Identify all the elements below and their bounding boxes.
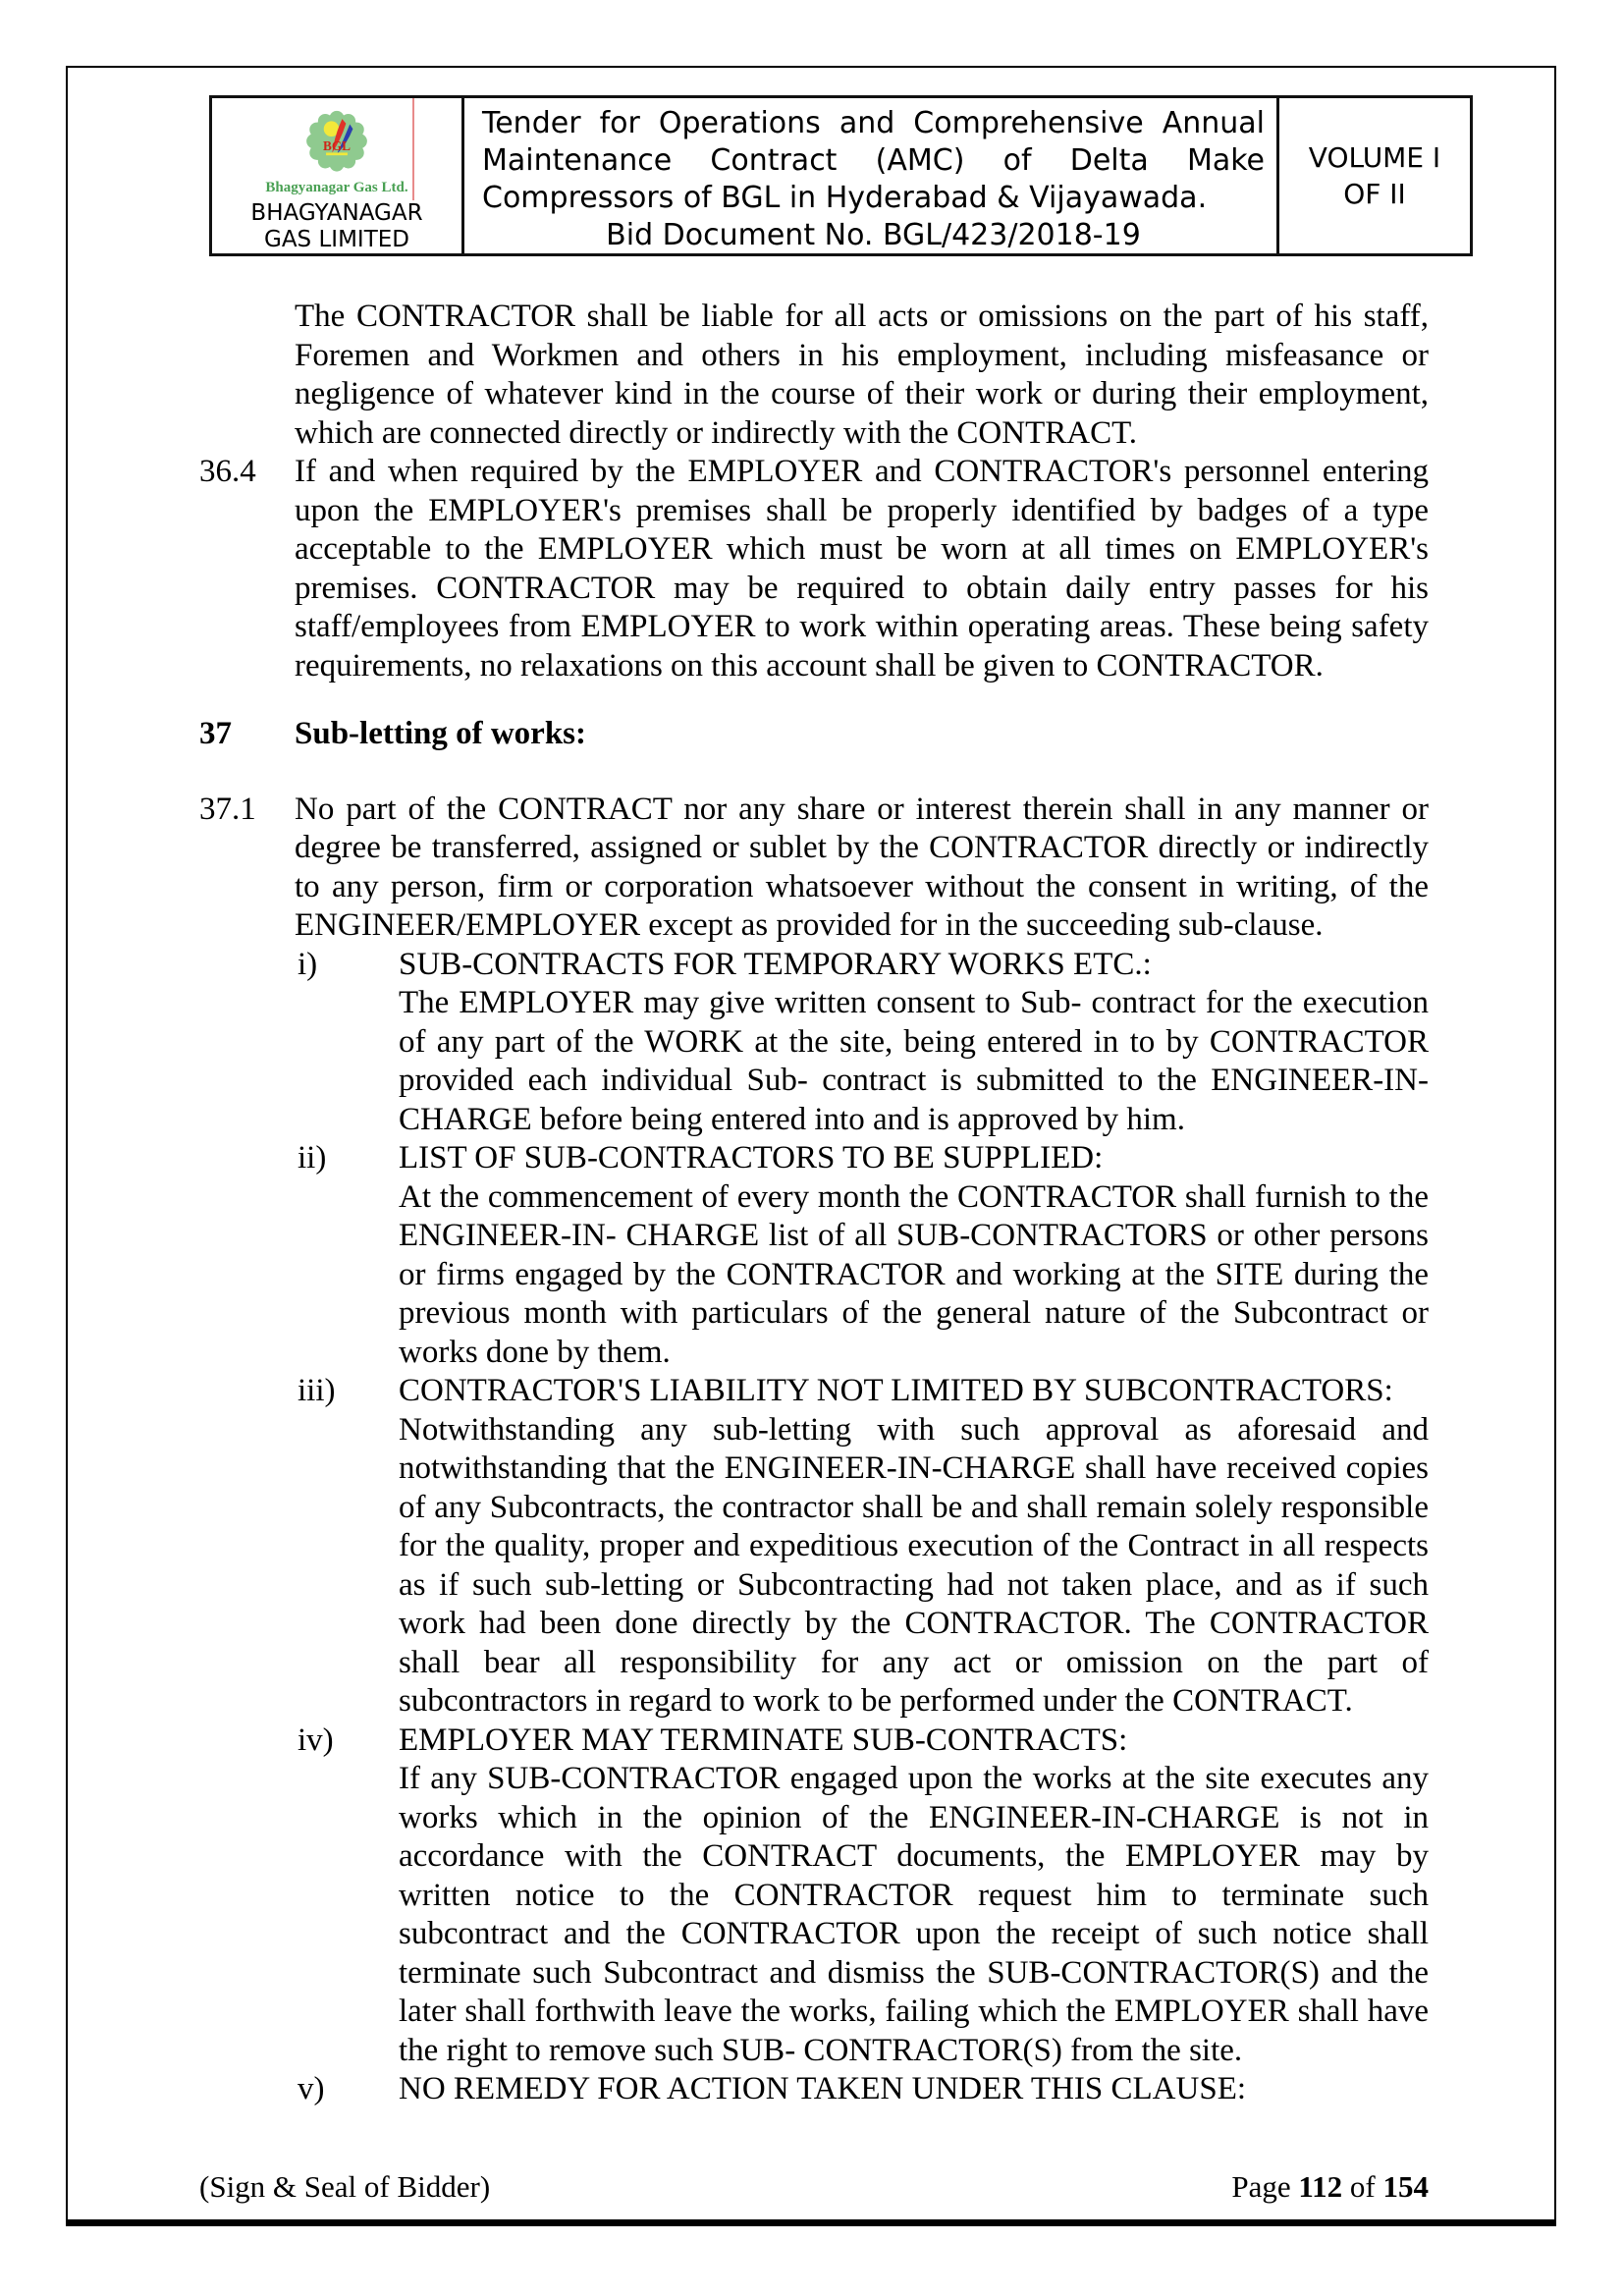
header-table [209, 95, 1473, 256]
current-page: 112 [1298, 2169, 1343, 2204]
subitem-marker: iii) [298, 1373, 336, 1408]
clause-text: No part of the CONTRACT nor any share or interest therein shall in any manner or degree be transferred, assigned or sublet by the CONTRACTOR directly or indirectly to any person, firm or corporation whatsoever without the consent in writing, of the ENGINEER/EMPLOYER except as provided for in the succeeding sub-clause. [295, 791, 1429, 943]
subitem-ii [298, 1139, 1429, 1372]
page-word: Page [1231, 2169, 1291, 2204]
clause-37-1 [199, 791, 1429, 946]
total-pages: 154 [1382, 2169, 1429, 2204]
clause-number: 36.4 [199, 454, 256, 489]
subitem-text: If any SUB-CONTRACTOR engaged upon the works at the site executes any works which in the opinion of the ENGINEER-IN-CHARGE is not in accordance with the CONTRACT documents, the EMPLOYER may by written notice to the CONTRACTOR request him to terminate such subcontract and the CONTRACTOR upon the receipt of such notice shall terminate such Subcontract and dismiss the SUB-CONTRACTOR(S) and the later shall forthwith leave the works, failing which the EMPLOYER shall have the right to remove such SUB- CONTRACTOR(S) from the site. [399, 1761, 1429, 2068]
subitem-marker: i) [298, 946, 318, 982]
subitem-text: The EMPLOYER may give written consent to Sub- contract for the execution of any part of the WORK at the site, being entered in to by CONTRACTOR provided each individual Sub- contract is submitted to the ENGINEER-IN-CHARGE before being entered into and is approved by him. [399, 985, 1429, 1137]
clause-number: 37.1 [199, 791, 256, 827]
subitem-title: NO REMEDY FOR ACTION TAKEN UNDER THIS CLAUSE: [399, 2071, 1247, 2106]
subitem-text: Notwithstanding any sub-letting with such approval as aforesaid and notwithstanding that the ENGINEER-IN-CHARGE shall have received copies of any Subcontracts, the contractor shall be and shall remain solely responsible for the quality, proper and expeditious execution of the Contract in all respects as if such sub-letting or Subcontracting had not taken place, and as if such work had been done directly by the CONTRACTOR. The CONTRACTOR shall bear all responsibility for any act or omission on the part of subcontractors in regard to work to be performed under the CONTRACT. [399, 1411, 1429, 1719]
bid-document-number: Bid Document No. BGL/423/2018-19 [606, 218, 1141, 252]
subitem-content [399, 946, 1429, 1140]
of-word: of [1349, 2169, 1376, 2204]
page-number [1231, 2168, 1429, 2206]
volume-line-2: OF II [1343, 178, 1406, 210]
clause-36-4 [199, 453, 1429, 685]
subitem-title: CONTRACTOR'S LIABILITY NOT LIMITED BY SUBCONTRACTORS: [399, 1373, 1393, 1408]
subitem-marker: iv) [298, 1722, 334, 1758]
subitem-iv [298, 1722, 1429, 2071]
subitem-marker: v) [298, 2071, 325, 2106]
subitem-i [298, 946, 1429, 1140]
subitem-iii [298, 1372, 1429, 1722]
logo-red-divider [412, 98, 414, 200]
subitem-content [399, 1139, 1429, 1372]
subitem-content [399, 2070, 1429, 2109]
clause-text: If and when required by the EMPLOYER and CONTRACTOR's personnel entering upon the EMPLOYER's premises shall be properly identified by badges of a type acceptable to the EMPLOYER which must be worn at all times on EMPLOYER's premises. CONTRACTOR may be required to obtain daily entry passes for his staff/employees from EMPLOYER to work within operating areas. These being safety requirements, no relaxations on this account shall be given to CONTRACTOR. [295, 454, 1429, 683]
bgl-logo-icon [296, 105, 378, 179]
volume-cell [1279, 98, 1470, 253]
tender-title-line-3: Compressors of BGL in Hyderabad & Vijayawada. [482, 181, 1208, 215]
header-title-cell [464, 98, 1279, 253]
company-name: BHAGYANAGAR GAS LIMITED [250, 200, 423, 252]
subitem-content [399, 1372, 1429, 1722]
subitem-text: At the commencement of every month the CONTRACTOR shall furnish to the ENGINEER-IN- CHARGE list of all SUB-CONTRACTORS or other persons or firms engaged by the CONTRACTOR and working at the SITE during the previous month with particulars of the general nature of the Subcontract or works done by them. [399, 1178, 1429, 1370]
tender-title-line-1: Tender for Operations and Comprehensive Annual [482, 106, 1265, 140]
section-number: 37 [199, 716, 232, 751]
subitem-v [298, 2070, 1429, 2109]
intro-paragraph: The CONTRACTOR shall be liable for all acts or omissions on the part of his staff, Foremen and Workmen and others in his employment, including misfeasance or negligence of whatever kind in the course of their work or during their employment, which are connected directly or indirectly with the CONTRACT. [295, 299, 1429, 451]
section-title: Sub-letting of works: [295, 716, 587, 751]
subitem-content [399, 1722, 1429, 2071]
header-logo-cell [212, 98, 464, 253]
logo-badge-text: BGL [322, 138, 352, 154]
subitem-title: EMPLOYER MAY TERMINATE SUB-CONTRACTS: [399, 1722, 1128, 1758]
subitem-title: SUB-CONTRACTS FOR TEMPORARY WORKS ETC.: [399, 946, 1152, 982]
subitem-marker: ii) [298, 1140, 327, 1175]
section-heading-37 [199, 715, 1429, 754]
volume-line-1: VOLUME I [1308, 141, 1441, 174]
logo-subtitle: Bhagyanagar Gas Ltd. [265, 180, 408, 195]
page-footer [199, 2168, 1429, 2206]
subitem-title: LIST OF SUB-CONTRACTORS TO BE SUPPLIED: [399, 1140, 1104, 1175]
sign-seal-note: (Sign & Seal of Bidder) [199, 2169, 491, 2204]
tender-title-line-2: Maintenance Contract (AMC) of Delta Make [482, 143, 1265, 178]
document-body [199, 298, 1429, 2109]
